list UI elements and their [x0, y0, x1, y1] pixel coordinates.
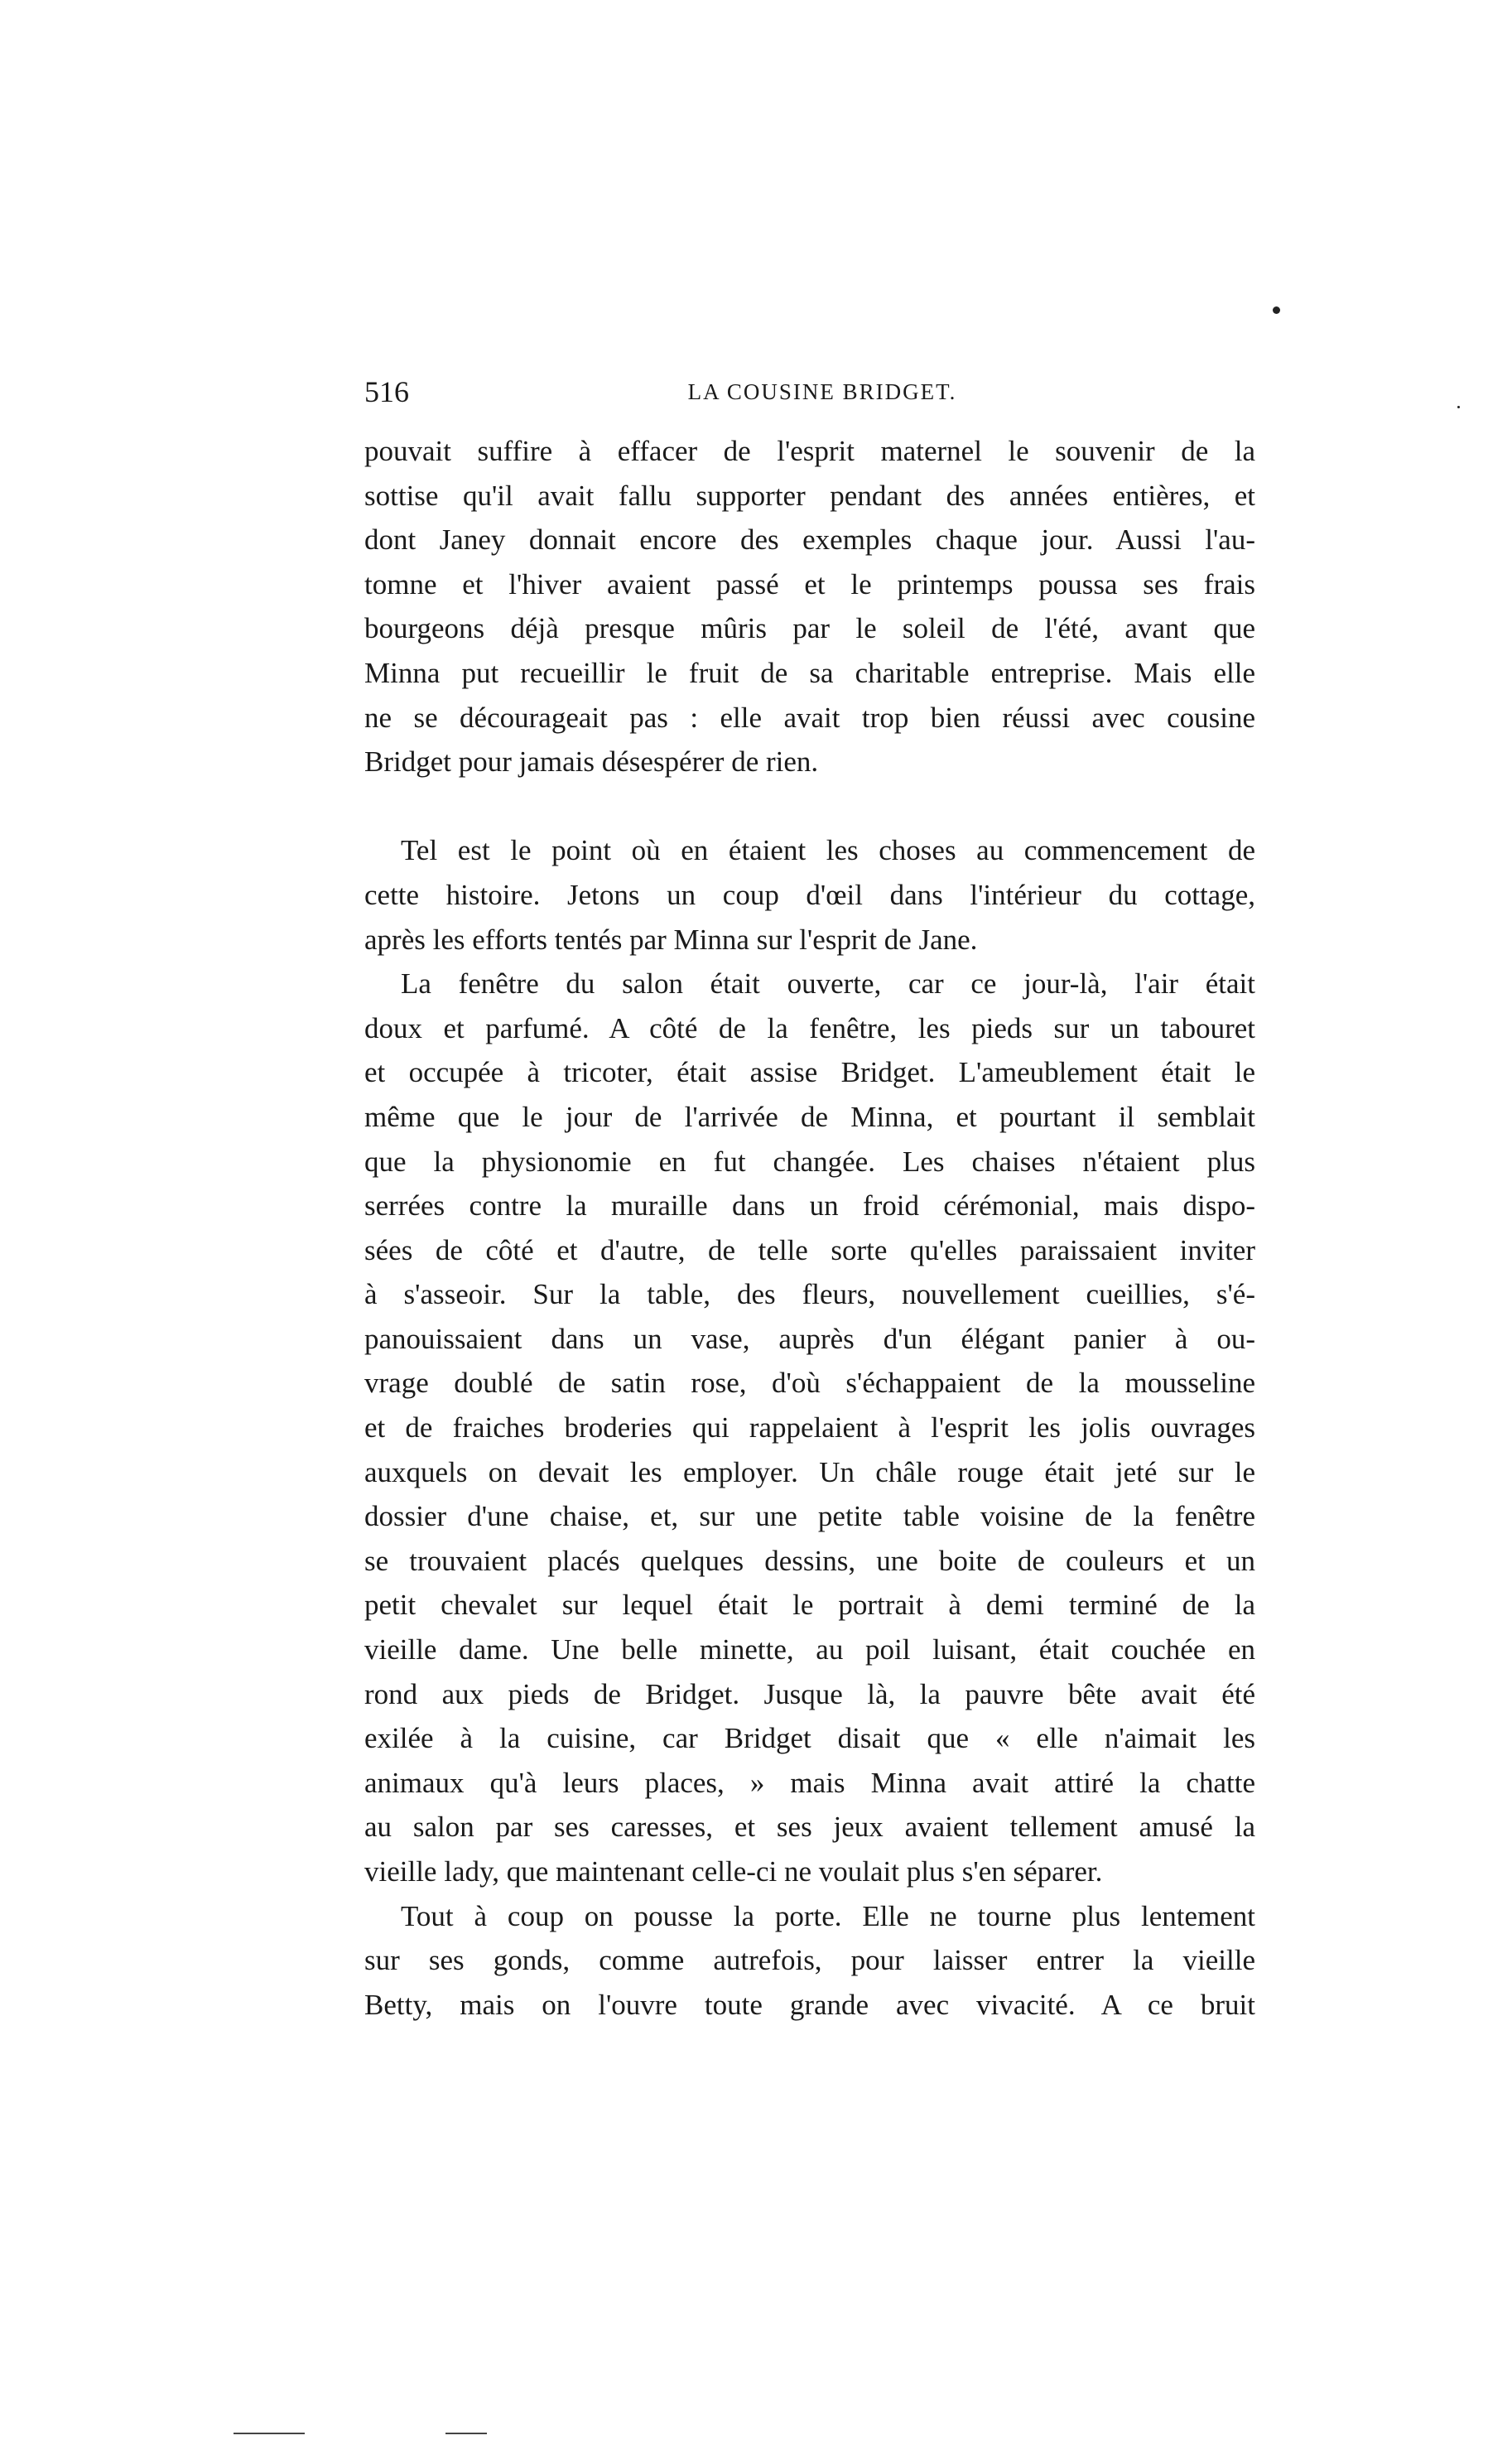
text-line: rond aux pieds de Bridget. Jusque là, la pauvre bête avait été — [364, 1677, 1255, 1710]
paragraph-gap — [364, 784, 1255, 829]
text-line: sottise qu'il avait fallu supporter pendant des années entières, et — [364, 479, 1255, 512]
text-line: même que le jour de l'arrivée de Minna, et pourtant il semblait — [364, 1100, 1255, 1133]
page-number: 516 — [364, 375, 409, 408]
text-line: à s'asseoir. Sur la table, des fleurs, nouvellement cueillies, s'é- — [364, 1278, 1255, 1311]
paragraph — [364, 962, 1255, 1893]
text-line: panouissaient dans un vase, auprès d'un élégant panier à ou- — [364, 1322, 1255, 1355]
text-line: La fenêtre du salon était ouverte, car ce jour-là, l'air était — [401, 967, 1255, 1001]
ink-speck — [1273, 306, 1280, 314]
text-line: se trouvaient placés quelques dessins, une boite de couleurs et un — [364, 1544, 1255, 1577]
running-head — [364, 371, 1255, 412]
text-line: et occupée à tricoter, était assise Bridget. L'ameublement était le — [364, 1056, 1255, 1089]
text-line: que la physionomie en fut changée. Les chaises n'étaient plus — [364, 1145, 1255, 1178]
paragraph — [364, 1894, 1255, 2028]
text-line: Bridget pour jamais désespérer de rien. — [364, 745, 819, 779]
text-line: dossier d'une chaise, et, sur une petite table voisine de la fenêtre — [364, 1500, 1255, 1533]
text-line: vieille lady, que maintenant celle-ci ne voulait plus s'en séparer. — [364, 1855, 1103, 1888]
text-line: Tel est le point où en étaient les choses au commencement de — [401, 834, 1255, 867]
text-line: après les efforts tentés par Minna sur l'esprit de Jane. — [364, 923, 978, 956]
footer-rule — [234, 2433, 305, 2434]
text-line: cette histoire. Jetons un coup d'œil dans l'intérieur du cottage, — [364, 878, 1255, 911]
body-text — [364, 429, 1255, 2027]
text-line: vrage doublé de satin rose, d'où s'échappaient de la mousseline — [364, 1367, 1255, 1400]
text-line: doux et parfumé. A côté de la fenêtre, les pieds sur un tabouret — [364, 1011, 1255, 1044]
running-title: LA COUSINE BRIDGET. — [687, 379, 957, 404]
text-line: Minna put recueillir le fruit de sa charitable entreprise. Mais elle — [364, 656, 1255, 689]
ink-speck — [1457, 406, 1460, 408]
footer-rule — [445, 2433, 487, 2434]
text-line: tomne et l'hiver avaient passé et le printemps poussa ses frais — [364, 567, 1255, 600]
text-line: petit chevalet sur lequel était le portrait à demi terminé de la — [364, 1589, 1255, 1622]
text-line: bourgeons déjà presque mûris par le soleil de l'été, avant que — [364, 612, 1255, 645]
text-line: et de fraiches broderies qui rappelaient à l'esprit les jolis ouvrages — [364, 1411, 1255, 1444]
text-line: vieille dame. Une belle minette, au poil luisant, était couchée en — [364, 1633, 1255, 1666]
text-line: serrées contre la muraille dans un froid cérémonial, mais dispo- — [364, 1189, 1255, 1223]
text-line: exilée à la cuisine, car Bridget disait que « elle n'aimait les — [364, 1722, 1255, 1755]
text-line: animaux qu'à leurs places, » mais Minna avait attiré la chatte — [364, 1766, 1255, 1799]
text-line: Betty, mais on l'ouvre toute grande avec vivacité. A ce bruit — [364, 1988, 1255, 2021]
text-line: dont Janey donnait encore des exemples chaque jour. Aussi l'au- — [364, 523, 1255, 557]
paragraph — [364, 429, 1255, 784]
text-line: pouvait suffire à effacer de l'esprit maternel le souvenir de la — [364, 435, 1255, 467]
paragraph — [364, 828, 1255, 962]
text-line: sur ses gonds, comme autrefois, pour laisser entrer la vieille — [364, 1944, 1255, 1977]
text-line: ne se décourageait pas : elle avait trop bien réussi avec cousine — [364, 701, 1255, 734]
text-line: auxquels on devait les employer. Un châle rouge était jeté sur le — [364, 1455, 1255, 1488]
text-line: Tout à coup on pousse la porte. Elle ne tourne plus lentement — [401, 1899, 1255, 1932]
text-line: sées de côté et d'autre, de telle sorte qu'elles paraissaient inviter — [364, 1233, 1255, 1266]
text-line: au salon par ses caresses, et ses jeux avaient tellement amusé la — [364, 1811, 1255, 1844]
